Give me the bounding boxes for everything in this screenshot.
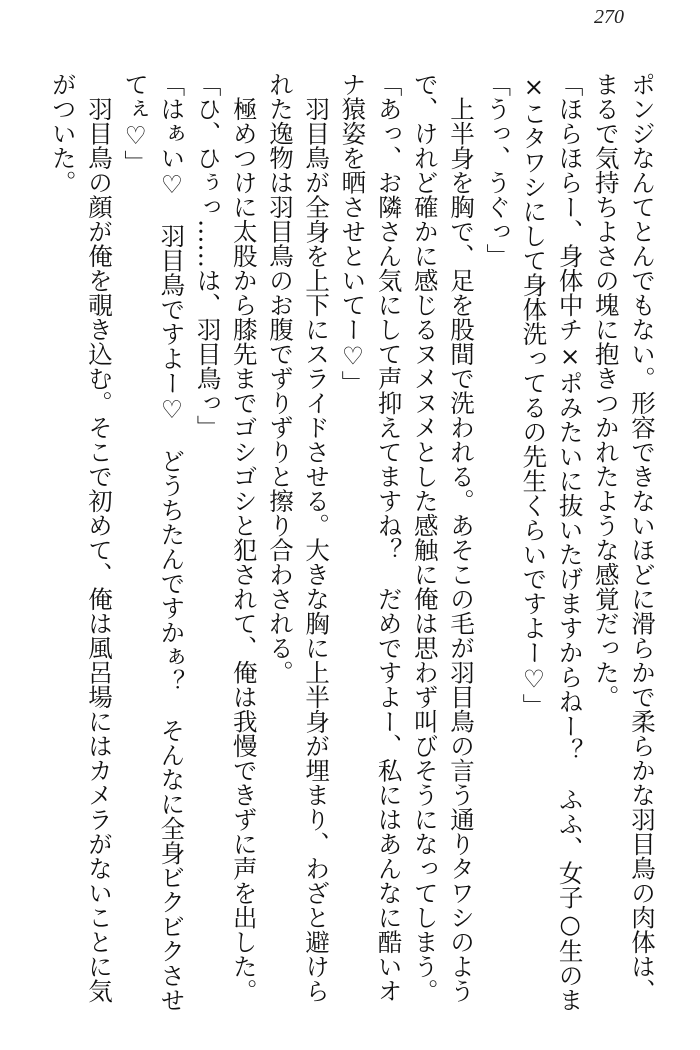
- text-line: 「ひ、ひぅっ……は、羽目鳥っ」: [193, 72, 223, 440]
- text-line: がついた。: [48, 72, 78, 195]
- text-line: てぇ♡」: [121, 72, 151, 175]
- text-line: ポンジなんてとんでもない。形容できないほどに滑らかで柔らかな羽目鳥の肉体は、: [628, 72, 657, 1003]
- text-line: れた逸物は羽目鳥のお腹でずりずりと擦り合わされる。: [265, 72, 295, 685]
- text-line: 「あっ、お隣さん気にして声抑えてますね？ だめですよー、私にはあんなに酷いオ: [374, 72, 404, 1003]
- text-line: 羽目鳥の顔が俺を覗き込む。そこで初めて、俺は風呂場にはカメラがないことに気: [84, 72, 114, 1003]
- page-number: 270: [594, 6, 624, 28]
- text-line: まるで気持ちよさの塊に抱きつかれたような感覚だった。: [591, 72, 621, 709]
- text-line: 上半身を胸で、足を股間で洗われる。あそこの毛が羽目鳥の言う通りタワシのよう: [446, 72, 476, 1003]
- text-line: 「ほらほらー、身体中チ×ポみたいに抜いたげますからねー？ ふふ、女子○生のま: [555, 72, 585, 1012]
- text-line: 「はぁい♡ 羽目鳥ですよー♡ どうちたんですかぁ？ そんなに全身ビクビクさせ: [157, 72, 187, 1012]
- text-line: ×こタワシにして身体洗ってるの先生くらいですよー♡」: [519, 72, 549, 718]
- text-line: 「うっ、うぐっ」: [483, 72, 513, 268]
- vertical-text-body: [45, 72, 660, 1012]
- text-line: ナ猿姿を晒させといてー♡」: [338, 72, 368, 395]
- text-line: 極めつけに太股から膝先までゴシゴシと犯されて、俺は我慢できずに声を出した。: [229, 72, 259, 1003]
- text-line: 羽目鳥が全身を上下にスライドさせる。大きな胸に上半身が埋まり、わざと避けら: [302, 72, 332, 1003]
- text-line: で、けれど確かに感じるヌメヌメとした感触に俺は思わず叫びそうになってしまう。: [410, 72, 440, 1003]
